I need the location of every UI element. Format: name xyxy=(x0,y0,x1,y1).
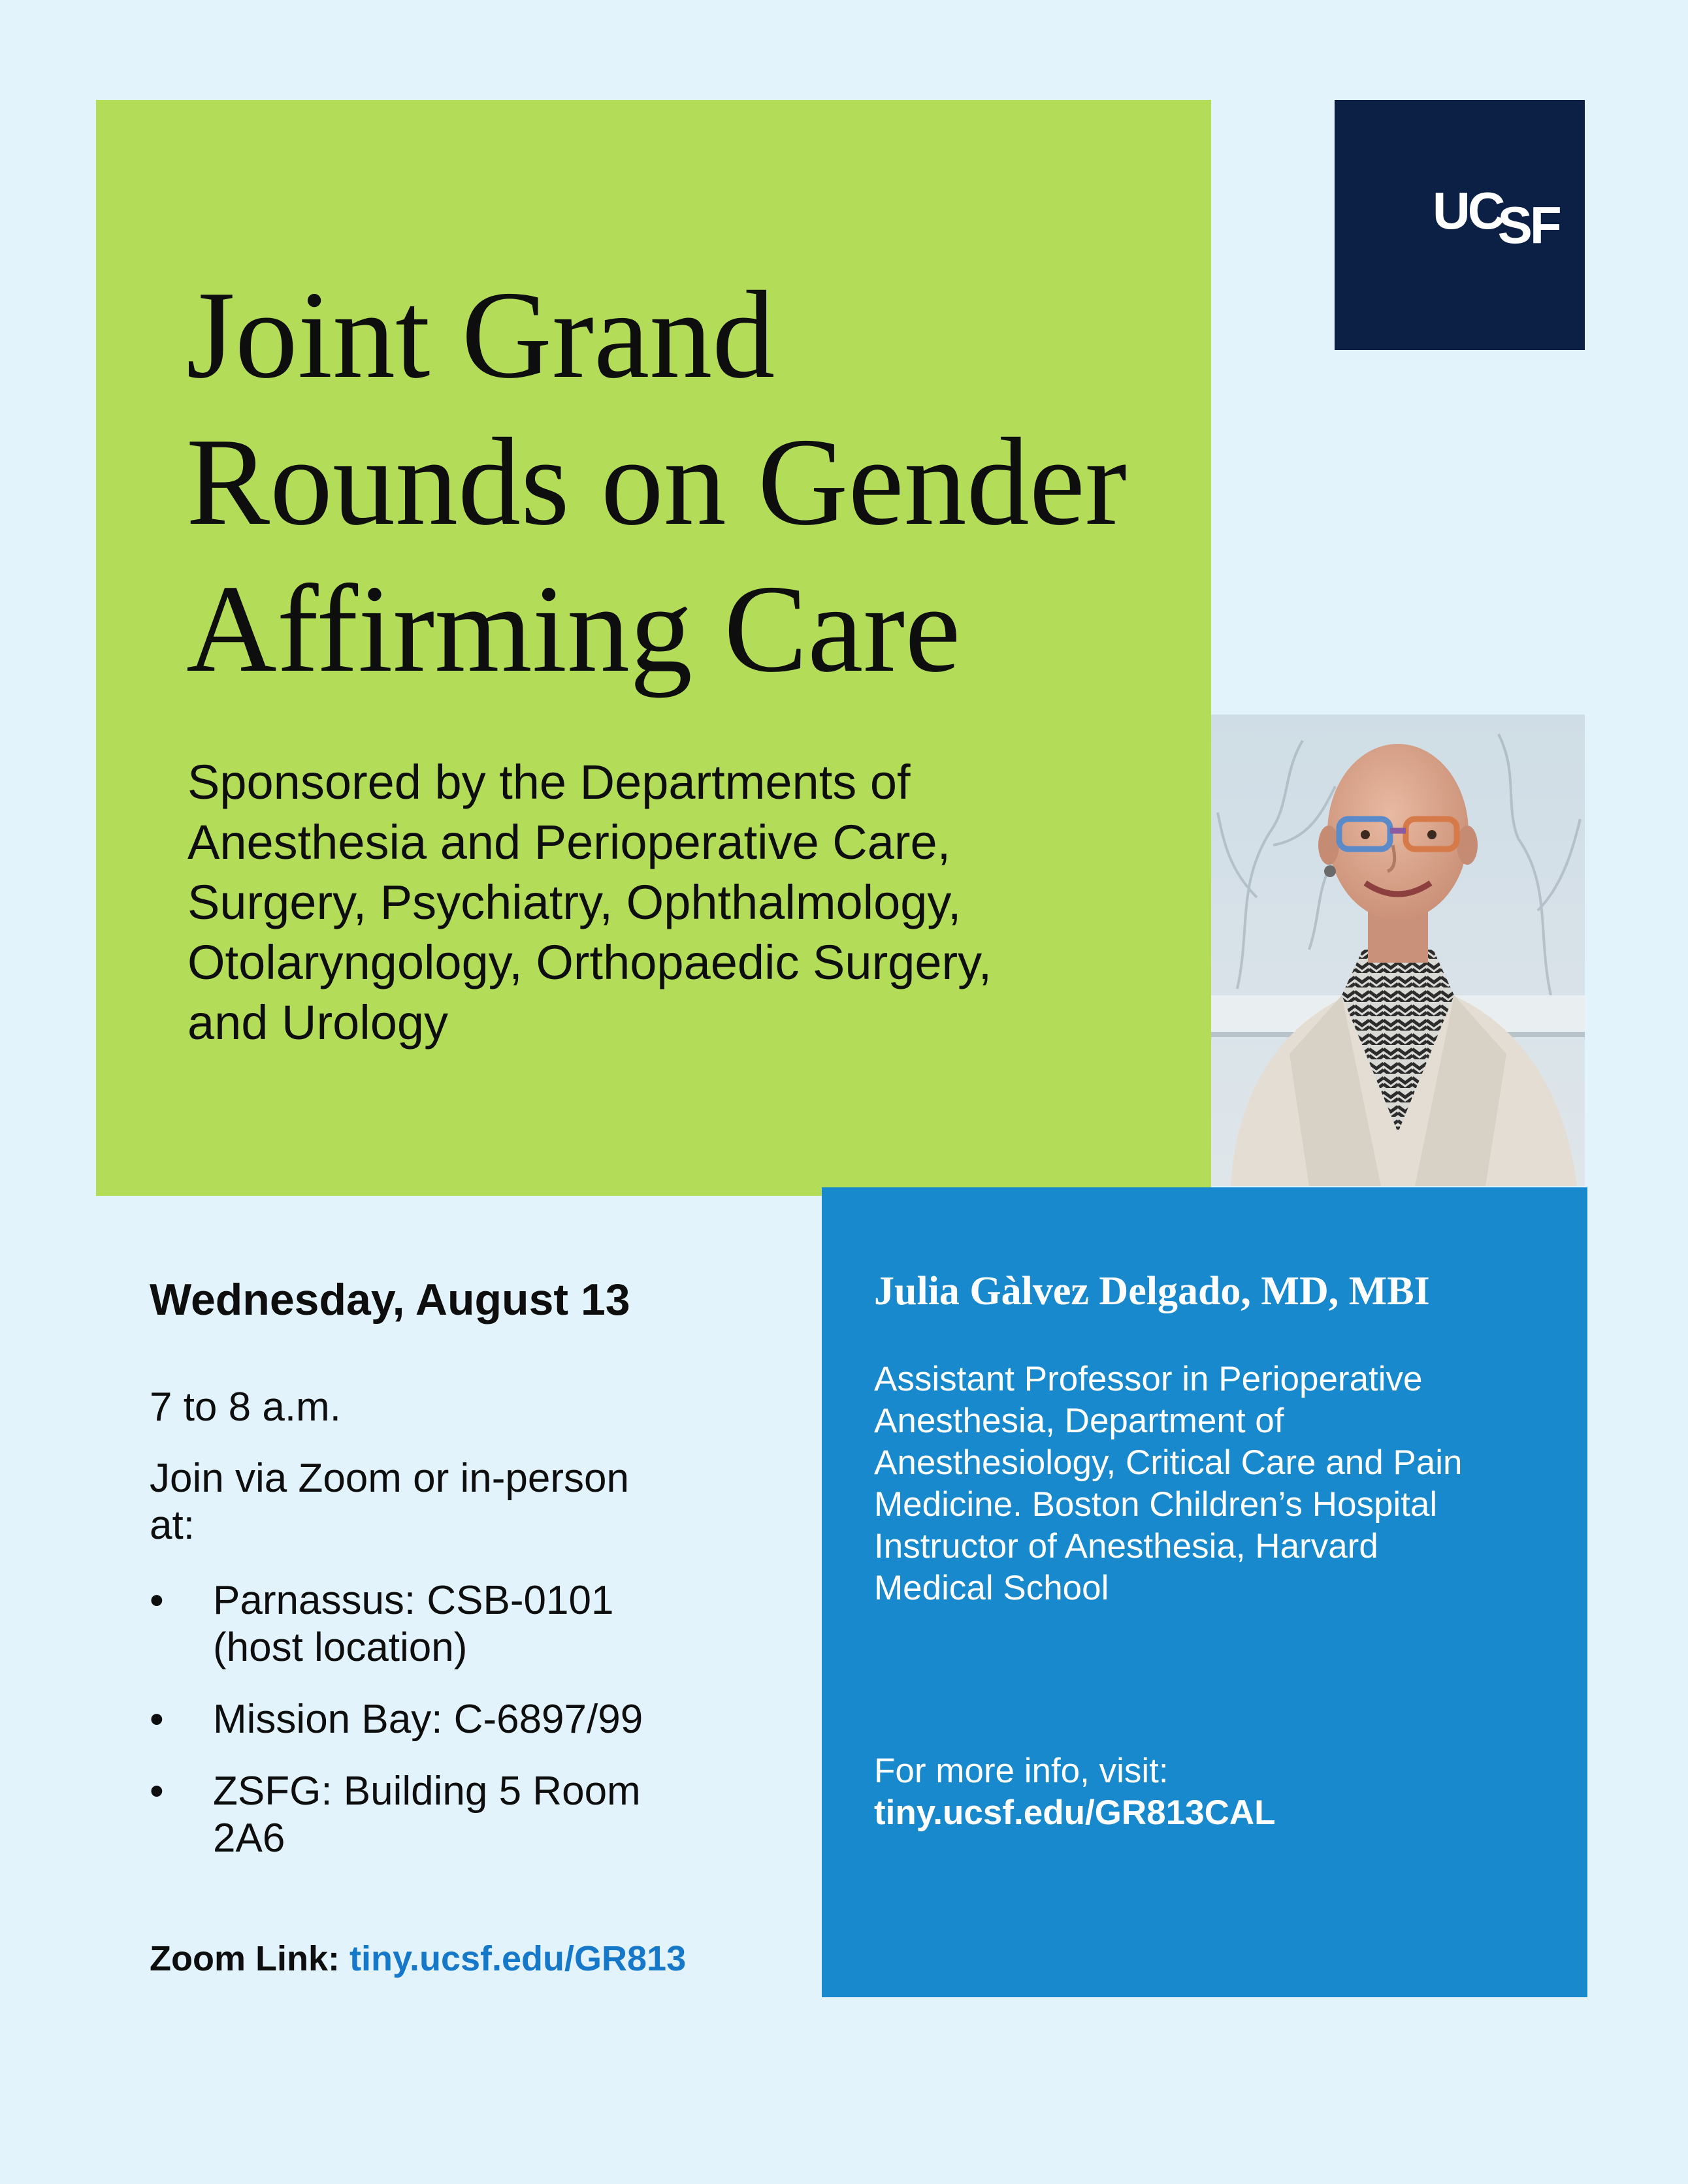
list-item xyxy=(150,1768,738,1862)
location-line: Parnassus: CSB-0101 xyxy=(213,1578,614,1623)
join-line: Join via Zoom or in-person xyxy=(150,1456,629,1501)
speaker-description-line: Medicine. Boston Children’s Hospital xyxy=(874,1485,1438,1524)
list-item xyxy=(150,1696,738,1743)
sponsor-line: Otolaryngology, Orthopaedic Surgery, xyxy=(187,935,992,989)
ucsf-logo-wordmark xyxy=(1433,182,1559,254)
zoom-link[interactable]: tiny.ucsf.edu/GR813 xyxy=(349,1939,687,1978)
event-date: Wednesday, August 13 xyxy=(150,1275,630,1325)
event-time: 7 to 8 a.m. xyxy=(150,1385,341,1430)
speaker-description-line: Instructor of Anesthesia, Harvard xyxy=(874,1527,1378,1566)
sponsor-line: Sponsored by the Departments of xyxy=(187,755,911,809)
bullet-icon: • xyxy=(150,1769,164,1814)
list-item xyxy=(150,1577,738,1671)
sponsor-text xyxy=(187,752,1180,1053)
ucsf-logo xyxy=(1335,100,1585,350)
speaker-description-line: Anesthesiology, Critical Care and Pain xyxy=(874,1443,1463,1482)
bullet-icon: • xyxy=(150,1697,164,1742)
title-line: Rounds on Gender xyxy=(186,412,1127,551)
join-instructions xyxy=(150,1455,629,1549)
zoom-link-label: Zoom Link: xyxy=(150,1939,340,1978)
event-title xyxy=(186,261,1166,702)
speaker-description xyxy=(874,1358,1566,1609)
sponsor-line: and Urology xyxy=(187,995,449,1050)
logo-sf: SF xyxy=(1497,196,1559,254)
zoom-link-row xyxy=(150,1936,686,1982)
logo-uc: UC xyxy=(1433,182,1503,240)
more-info-link[interactable]: tiny.ucsf.edu/GR813CAL xyxy=(874,1793,1276,1832)
speaker-photo xyxy=(1211,715,1585,1186)
location-line: (host location) xyxy=(213,1625,468,1670)
location-line: 2A6 xyxy=(213,1816,285,1861)
bullet-icon: • xyxy=(150,1578,164,1623)
speaker-description-line: Anesthesia, Department of xyxy=(874,1402,1284,1440)
sponsor-line: Surgery, Psychiatry, Ophthalmology, xyxy=(187,875,962,929)
more-info-label: For more info, visit: xyxy=(874,1752,1169,1790)
title-line: Joint Grand xyxy=(186,265,775,404)
speaker-description-line: Assistant Professor in Perioperative xyxy=(874,1360,1423,1398)
sponsor-line: Anesthesia and Perioperative Care, xyxy=(187,815,951,869)
join-line: at: xyxy=(150,1503,195,1548)
speaker-description-line: Medical School xyxy=(874,1569,1109,1607)
title-line: Affirming Care xyxy=(186,559,961,698)
location-list xyxy=(150,1577,738,1887)
location-line: Mission Bay: C-6897/99 xyxy=(213,1697,643,1742)
speaker-name: Julia Gàlvez Delgado, MD, MBI xyxy=(874,1269,1430,1313)
speaker-portrait-illustration xyxy=(1211,715,1585,1186)
location-line: ZSFG: Building 5 Room xyxy=(213,1769,641,1814)
